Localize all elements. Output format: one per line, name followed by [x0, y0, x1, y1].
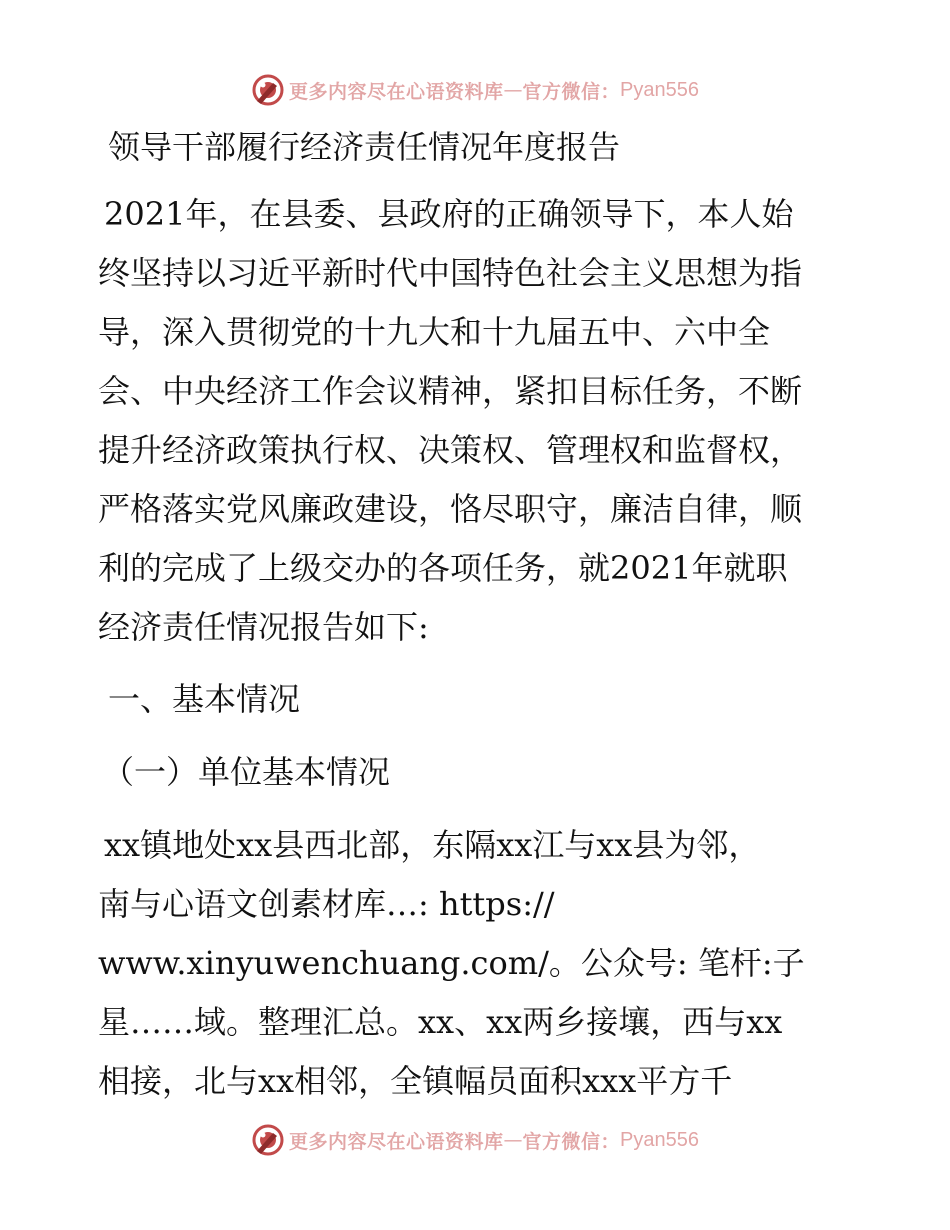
- watermark-account: Pyan556: [620, 78, 699, 101]
- watermark-banner-top: [0, 70, 950, 110]
- watermark-text: 更多内容尽在心语资料库: [289, 80, 504, 103]
- watermark-banner-bottom: [0, 1120, 950, 1160]
- intro-line: 利的完成了上级交办的各项任务，就2021年就职: [98, 549, 788, 587]
- section-heading: 一、基本情况: [108, 680, 301, 718]
- body-line: www.xinyuwenchuang.com/。公众号: 笔杆:子: [98, 944, 805, 982]
- watermark-account: Pyan556: [620, 1128, 699, 1151]
- body-line: 南与心语文创素材库…: https://: [98, 885, 555, 923]
- intro-line: 终坚持以习近平新时代中国特色社会主义思想为指: [98, 254, 803, 292]
- subsection-heading: （一）单位基本情况: [102, 753, 391, 791]
- body-line: 星……域。整理汇总。xx、xx两乡接壤，西与xx: [98, 1003, 783, 1041]
- document-body: [98, 118, 858, 1111]
- body-line: 相接，北与xx相邻，全镇幅员面积xxx平方千: [98, 1062, 733, 1100]
- document-title: 领导干部履行经济责任情况年度报告: [108, 128, 621, 166]
- watermark-wechat-label: 官方微信：: [522, 1130, 621, 1153]
- watermark-separator: —: [503, 1129, 523, 1151]
- pen-logo-icon: [251, 73, 285, 107]
- intro-line: 2021年，在县委、县政府的正确领导下，本人始: [104, 195, 794, 233]
- intro-line: 会、中央经济工作会议精神，紧扣目标任务，不断: [98, 372, 803, 410]
- intro-line: 经济责任情况报告如下:: [98, 608, 429, 646]
- body-line: xx镇地处xx县西北部，东隔xx江与xx县为邻，: [104, 826, 761, 864]
- intro-line: 提升经济政策执行权、决策权、管理权和监督权，: [98, 431, 803, 469]
- watermark-wechat-label: 官方微信：: [522, 80, 621, 103]
- watermark-separator: —: [503, 79, 523, 101]
- intro-line: 严格落实党风廉政建设，恪尽职守，廉洁自律，顺: [98, 490, 803, 528]
- pen-logo-icon: [251, 1123, 285, 1157]
- intro-line: 导，深入贯彻党的十九大和十九届五中、六中全: [98, 313, 771, 351]
- watermark-text: 更多内容尽在心语资料库: [289, 1130, 504, 1153]
